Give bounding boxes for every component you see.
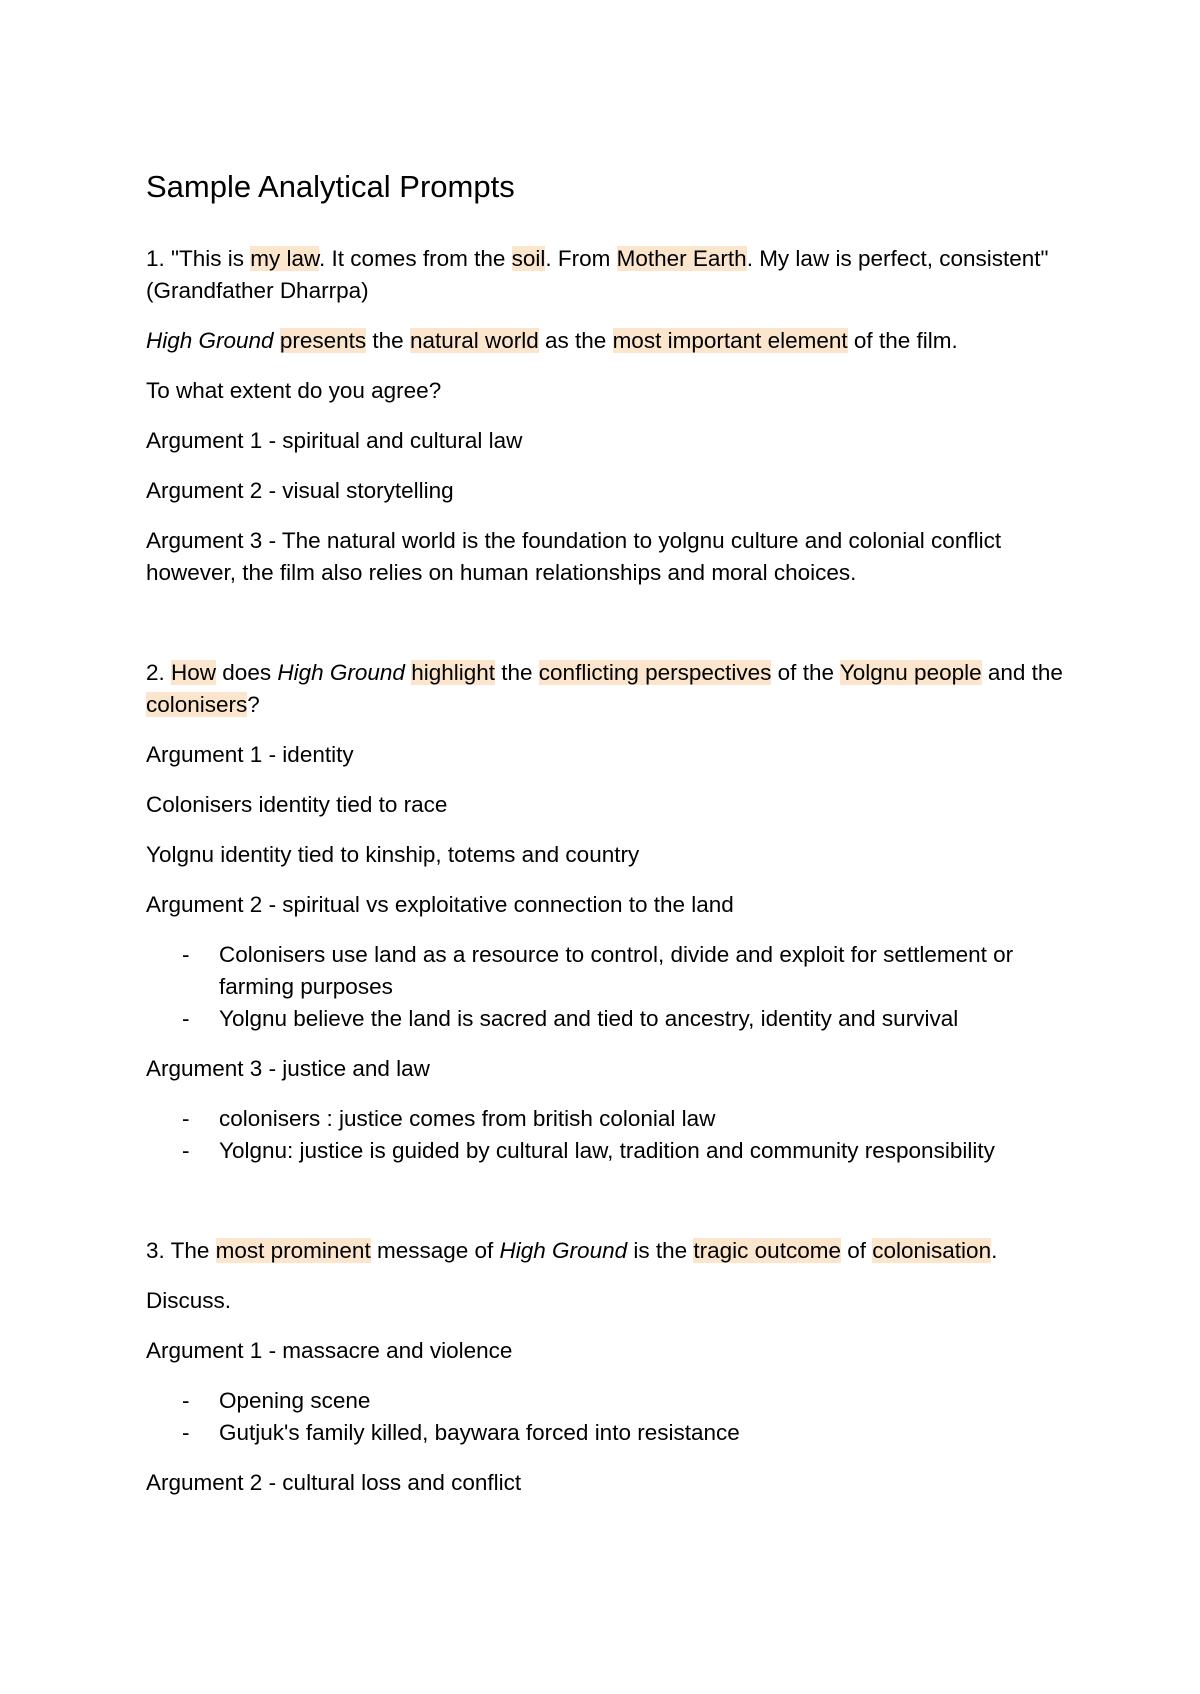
prompt-1-question: To what extent do you agree? — [146, 378, 442, 403]
list-item: - Gutjuk's family killed, baywara forced into resistance — [146, 1417, 1066, 1449]
list-item: - Opening scene — [146, 1385, 1066, 1417]
highlight: colonisers — [146, 692, 248, 717]
prompt-3-statement — [146, 1235, 1066, 1267]
prompt-1-statement — [146, 325, 1066, 357]
question-text: the — [495, 660, 539, 685]
highlight: most prominent — [215, 1238, 371, 1263]
quote-text: . From — [545, 246, 617, 271]
highlight: Mother Earth — [616, 246, 747, 271]
question-text: and the — [981, 660, 1063, 685]
film-title: High Ground — [146, 328, 274, 353]
statement-text: message of — [370, 1238, 500, 1263]
highlight: most important element — [612, 328, 848, 353]
bullet-list — [146, 1385, 1066, 1449]
list-item: - colonisers : justice comes from british colonial law — [146, 1103, 1066, 1135]
prompt-1-argument-3: Argument 3 - The natural world is the foundation to yolgnu culture and colonial conflict however, the film also relies on human relationships and moral choices. — [146, 528, 1002, 585]
statement-text: as the — [538, 328, 613, 353]
prompt-2-question — [146, 657, 1066, 721]
statement-text: the — [366, 328, 410, 353]
document-body — [146, 243, 1066, 1517]
prompt-1-quote — [146, 243, 1066, 307]
highlight: presents — [279, 328, 367, 353]
question-text: of the — [771, 660, 840, 685]
highlight: Yolgnu people — [839, 660, 982, 685]
question-text: does — [216, 660, 278, 685]
highlight: natural world — [409, 328, 539, 353]
highlight: tragic outcome — [693, 1238, 841, 1263]
highlight: my law — [250, 246, 320, 271]
list-item: - Yolgnu: justice is guided by cultural law, tradition and community responsibility — [146, 1135, 1066, 1167]
quote-text: . It comes from the — [319, 246, 512, 271]
prompt-3-instruction: Discuss. — [146, 1288, 232, 1313]
document-title: Sample Analytical Prompts — [146, 169, 515, 204]
film-title: High Ground — [277, 660, 405, 685]
highlight: conflicting perspectives — [538, 660, 772, 685]
bullet-list — [146, 1103, 1066, 1167]
prompt-1-argument-1: Argument 1 - spiritual and cultural law — [146, 428, 523, 453]
prompt-1-argument-2: Argument 2 - visual storytelling — [146, 478, 454, 503]
prompt-2-point: Colonisers identity tied to race — [146, 792, 448, 817]
film-title: High Ground — [499, 1238, 628, 1263]
list-item: - Yolgnu believe the land is sacred and tied to ancestry, identity and survival — [146, 1003, 1066, 1035]
prompt-number: 2. — [146, 660, 172, 685]
quote-text: . My law is perfect, consistent" (Grandfather Dharrpa) — [146, 246, 1049, 303]
prompt-number: 1. — [146, 246, 172, 271]
statement-text: of — [840, 1238, 873, 1263]
highlight: How — [171, 660, 217, 685]
list-item: - Colonisers use land as a resource to control, divide and exploit for settlement or farming purposes — [146, 939, 1066, 1003]
statement-text: 3. The — [146, 1238, 216, 1263]
prompt-2-argument-1: Argument 1 - identity — [146, 742, 354, 767]
prompt-2-argument-3: Argument 3 - justice and law — [146, 1056, 430, 1081]
statement-text: of the film. — [847, 328, 958, 353]
question-text: ? — [247, 692, 260, 717]
highlight: highlight — [411, 660, 496, 685]
bullet-list — [146, 939, 1066, 1035]
highlight: soil — [511, 246, 546, 271]
prompt-3-argument-1: Argument 1 - massacre and violence — [146, 1338, 513, 1363]
statement-text: is the — [627, 1238, 694, 1263]
prompt-2-argument-2: Argument 2 - spiritual vs exploitative connection to the land — [146, 892, 734, 917]
highlight: colonisation — [872, 1238, 992, 1263]
prompt-3-argument-2: Argument 2 - cultural loss and conflict — [146, 1470, 522, 1495]
prompt-2-point: Yolgnu identity tied to kinship, totems and country — [146, 842, 640, 867]
statement-text — [274, 328, 280, 353]
section-spacer — [146, 607, 1066, 657]
quote-text: "This is — [171, 246, 251, 271]
section-spacer — [146, 1185, 1066, 1235]
statement-text: . — [991, 1238, 998, 1263]
